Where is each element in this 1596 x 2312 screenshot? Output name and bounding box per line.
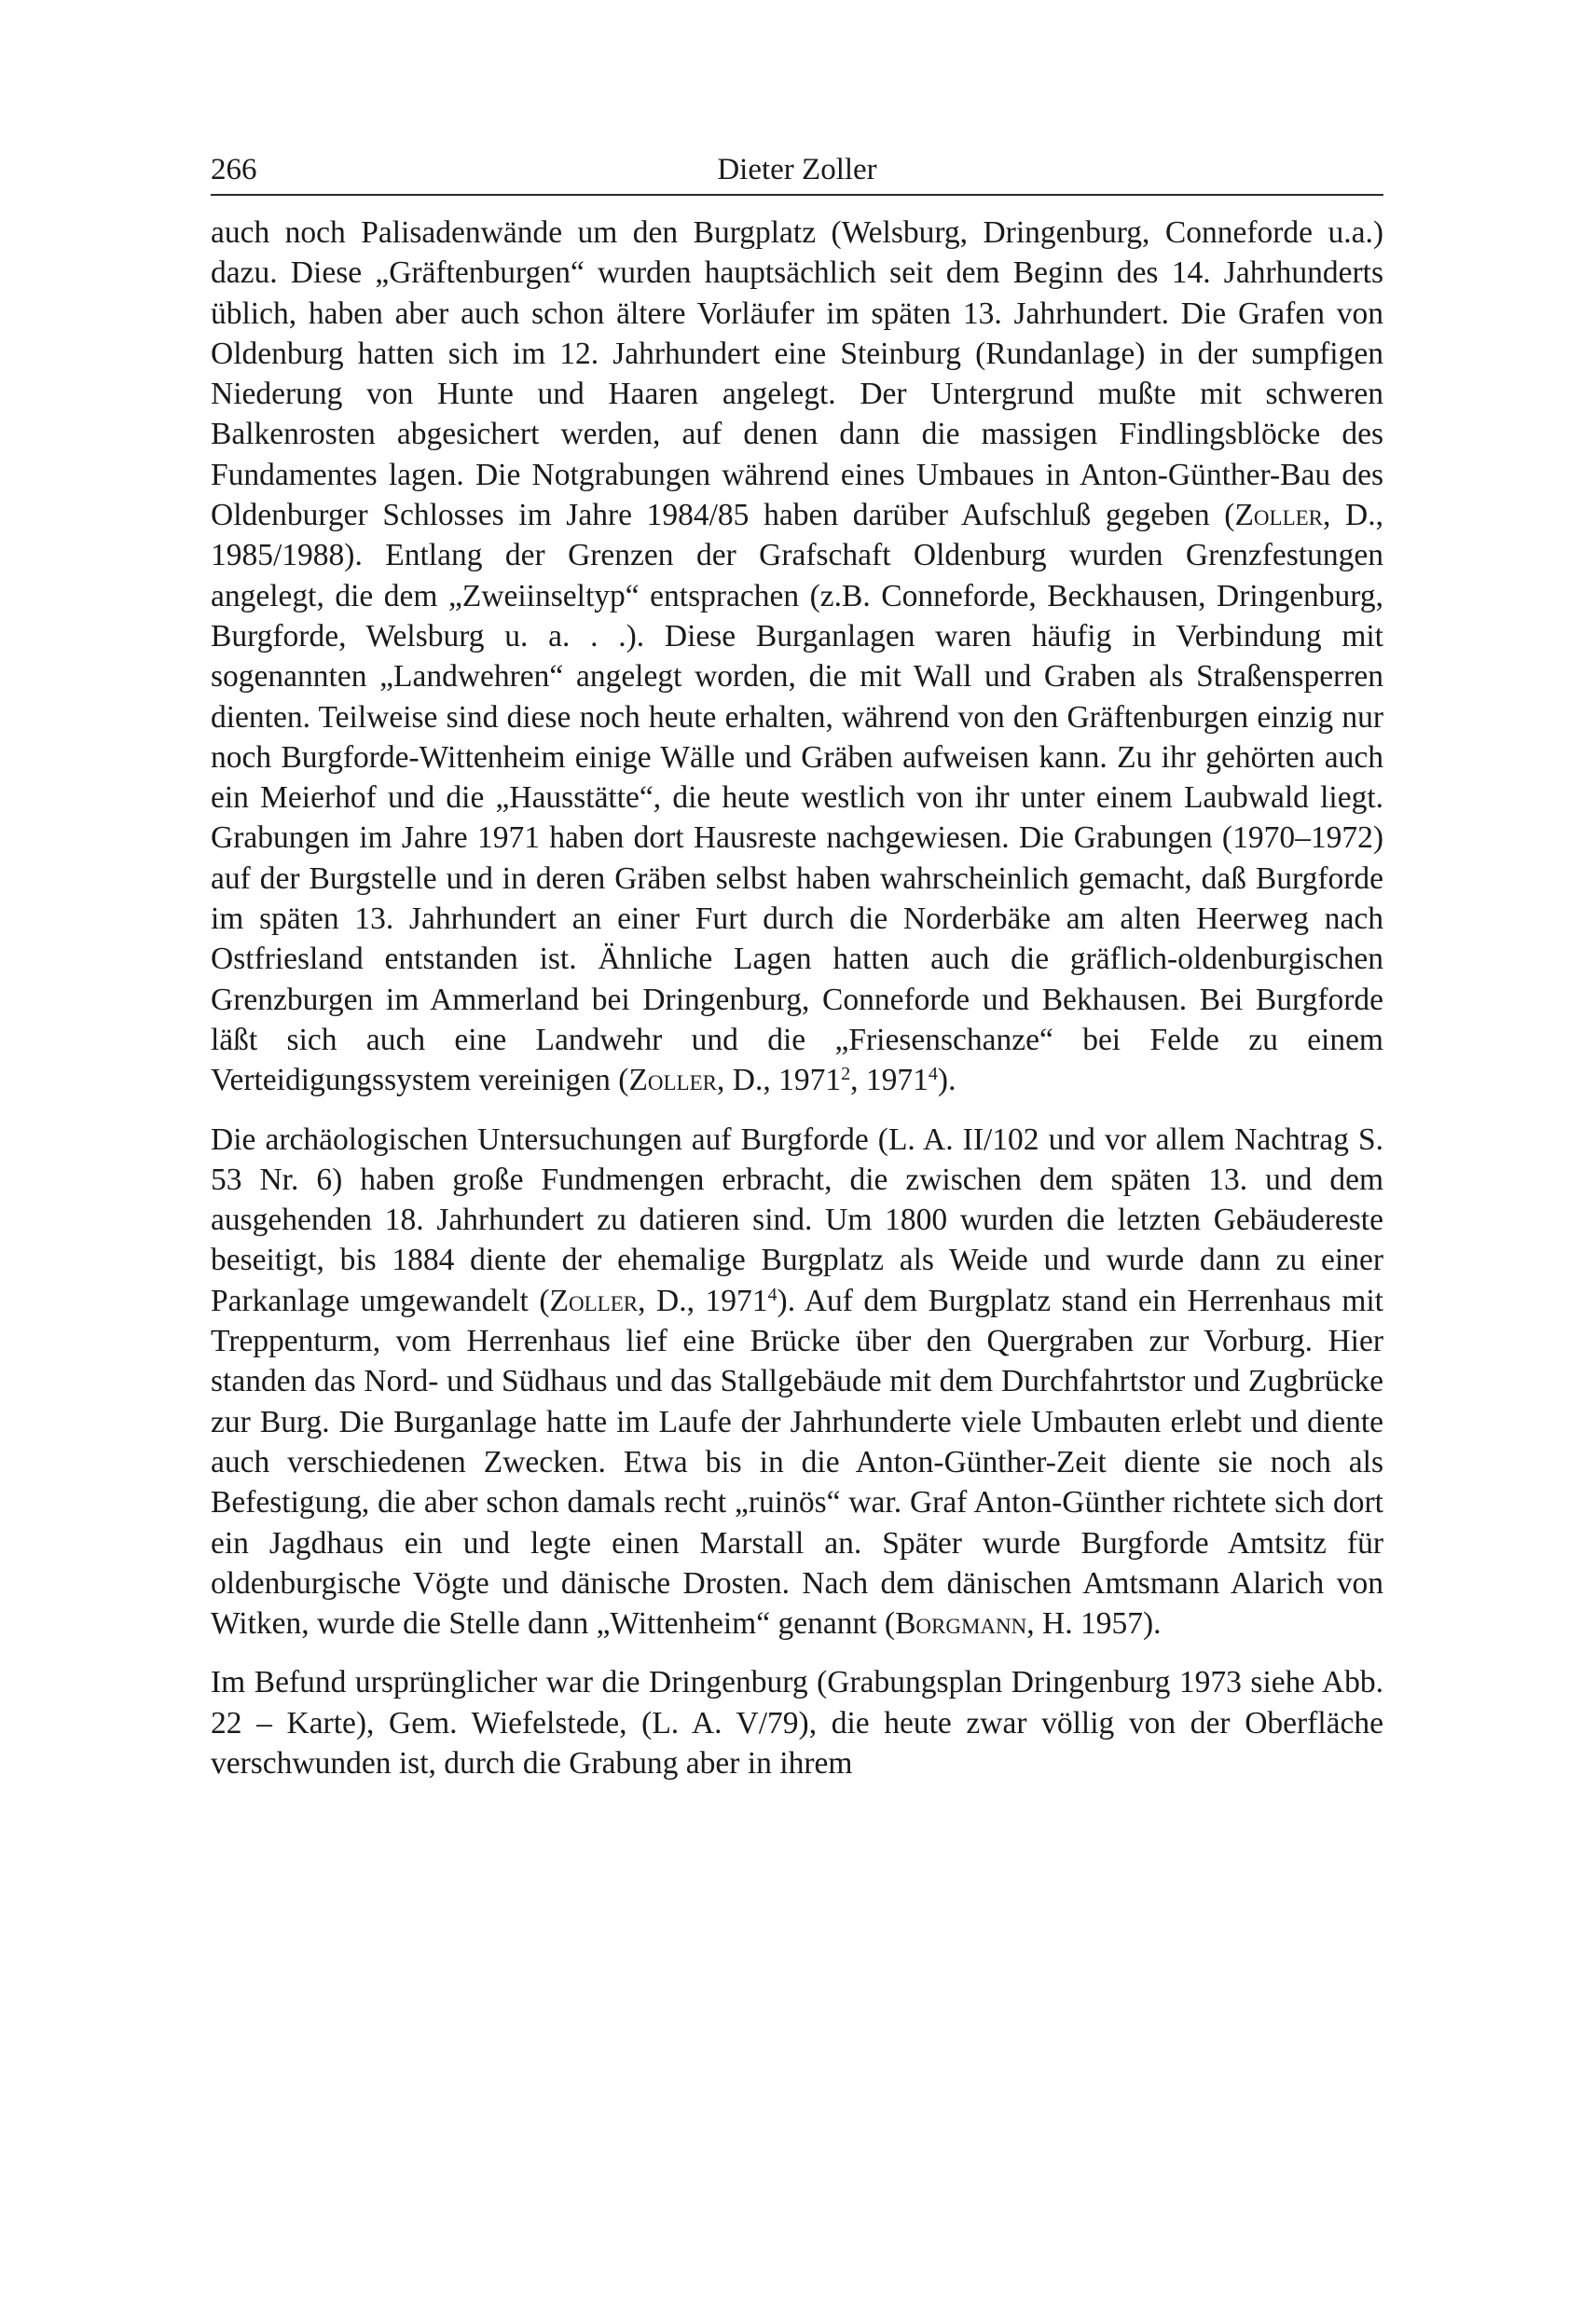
text-run: auch noch Palisadenwände um den Burgplatz (Welsburg, Dringenburg, Conneforde u.a.) dazu. Diese „Gräftenburgen“ wurden hauptsächlich seit dem Beginn des 14. Jahrhunderts üblich, haben aber auch schon ältere Vorläufer im späten 13. Jahrhundert. Die Grafen von Oldenburg hatten sich im 12. Jahrhundert eine Steinburg (Rundanlage) in der sumpfigen Niederung von Hunte und Haaren angelegt. Der Untergrund mußte mit schweren Balkenrosten abgesichert werden, auf denen dann die massigen Findlingsblöcke des Fundamentes lagen. Die Notgrabungen während eines Umbaues in Anton-Günther-Bau des Oldenburger Schlosses im Jahre 1984/85 haben darüber Aufschluß gegeben ( <box>211 215 1383 533</box>
text-run: , D., 1971 <box>717 1063 842 1098</box>
text-run: ). Auf dem Burgplatz stand ein Herrenhaus mit Treppenturm, vom Herrenhaus lief eine Brücke über den Quergraben zur Vorburg. Hier standen das Nord- und Südhaus und das Stallgebäude mit dem Durchfahrtstor und Zugbrücke zur Burg. Die Burganlage hatte im Laufe der Jahrhunderte viele Umbauten erlebt und diente auch verschiedenen Zwecken. Etwa bis in die Anton-Günther-Zeit diente sie noch als Befestigung, die aber schon damals recht „ruinös“ war. Graf Anton-Günther richtete sich dort ein Jagdhaus ein und legte einen Marstall an. Später wurde Burgforde Amtsitz für oldenburgische Vögte und dänische Drosten. Nach dem dänischen Amtsmann Alarich von Witken, wurde die Stelle dann „Wittenheim“ genannt ( <box>211 1283 1383 1642</box>
page <box>211 149 1383 1783</box>
text-run: Im Befund ursprünglicher war die Dringenburg (Grabungsplan Dringenburg 1973 siehe Abb. 22 – Karte), Gem. Wiefelstede, (L. A. V/79), die heute zwar völlig von der Oberfläche verschwunden ist, durch die Grabung aber in ihrem <box>211 1665 1383 1781</box>
superscript: 2 <box>841 1064 851 1085</box>
paragraph-3 <box>211 1662 1383 1783</box>
superscript: 4 <box>767 1284 777 1305</box>
paragraph-2 <box>211 1120 1383 1645</box>
text-run: , D., 1971 <box>638 1283 768 1318</box>
paragraph-1 <box>211 213 1383 1101</box>
page-number: 266 <box>211 153 257 186</box>
author-name: Zoller <box>628 1063 717 1098</box>
text-run: , H. 1957). <box>1026 1606 1162 1642</box>
text-run: ). <box>937 1063 956 1098</box>
text-run: , D., 1985/1988). Entlang der Grenzen der Grafschaft Oldenburg wurden Grenzfestungen angelegt, die dem „Zweiinseltyp“ entsprachen (z.B. Conneforde, Beckhausen, Dringenburg, Burgforde, Welsburg u. a. . .). Diese Burganlagen waren häufig in Verbindung mit sogenannten „Landwehren“ angelegt worden, die mit Wall und Graben als Straßensperren dienten. Teilweise sind diese noch heute erhalten, während von den Gräftenburgen einzig nur noch Burgforde-Wittenheim einige Wälle und Gräben aufweisen kann. Zu ihr gehörten auch ein Meierhof und die „Hausstätte“, die heute westlich von ihr unter einem Laubwald liegt. Grabungen im Jahre 1971 haben dort Hausreste nachgewiesen. Die Grabungen (1970–1972) auf der Burgstelle und in deren Gräben selbst haben wahrscheinlich gemacht, daß Burgforde im späten 13. Jahrhundert an einer Furt durch die Norderbäke am alten Heerweg nach Ostfriesland entstanden ist. Ähnliche Lagen hatten auch die gräflich-oldenburgischen Grenzburgen im Ammerland bei Dringenburg, Conneforde und Bekhausen. Bei Burgforde läßt sich auch eine Landwehr und die „Friesenschanze“ bei Felde zu einem Verteidigungssystem vereinigen ( <box>211 498 1383 1098</box>
page-header <box>211 149 1383 196</box>
author-name: Zoller <box>1234 498 1324 533</box>
running-head: Dieter Zoller <box>717 153 877 186</box>
author-name: Zoller <box>549 1283 639 1318</box>
author-name: Borgmann <box>895 1606 1027 1642</box>
superscript: 4 <box>928 1064 938 1085</box>
body-text <box>211 213 1383 1783</box>
text-run: Die archäologischen Untersuchungen auf Burgforde (L. A. II/102 und vor allem Nachtrag S. 53 Nr. 6) haben große Fundmengen erbracht, die zwischen dem späten 13. und dem ausgehenden 18. Jahrhundert zu datieren sind. Um 1800 wurden die letzten Gebäudereste beseitigt, bis 1884 diente der ehemalige Burgplatz als Weide und wurde dann zu einer Parkanlage umgewandelt ( <box>211 1122 1383 1318</box>
text-run: , 1971 <box>850 1063 929 1098</box>
